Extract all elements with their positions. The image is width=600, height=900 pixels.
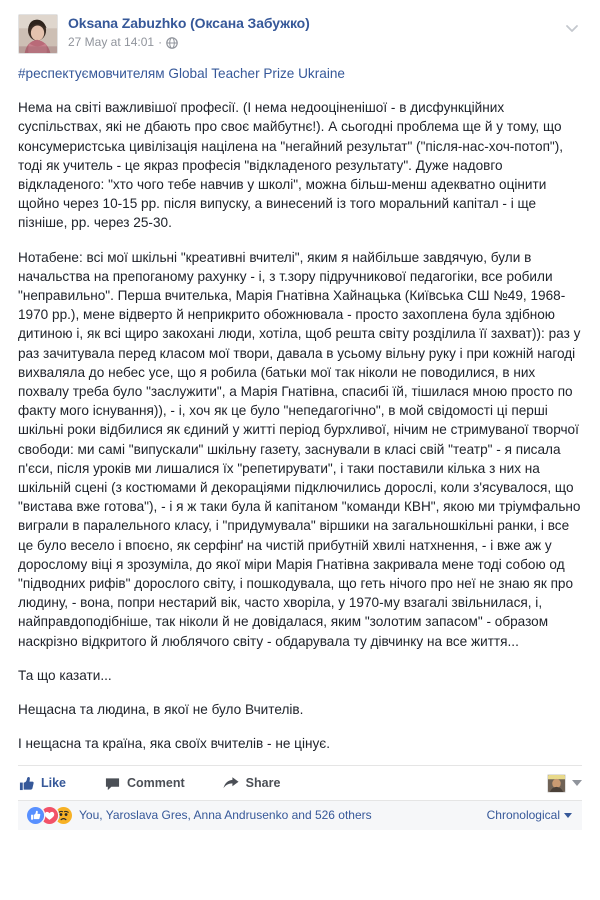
post-author-block — [68, 14, 582, 49]
comment-sort-dropdown[interactable] — [487, 808, 572, 822]
post-tail-line-3: І нещасна та країна, яка своїх вчителів - не цінує. — [18, 736, 330, 752]
post-hashtag-line — [18, 64, 582, 83]
chevron-down-icon[interactable] — [562, 18, 582, 38]
post-closing-lines — [18, 666, 582, 754]
like-button[interactable] — [18, 775, 66, 791]
post-paragraph-2: Нотабене: всі мої шкільні "креативні вчителі", яким я найбільше завдячую, були в начальства на препоганому рахунку - і, з т.зору підручникової педагогіки, все робили "неправильно". Перша вчителька, Марія Гнатівна Хайнацька (Київська СШ №49, 1968-1970 рр.), мене відверто й неприкрито обожнювала - просто захоплена була здібною дитиною і, як всі щиро закохані люди, хотіла, щоб решта світу розділила її захват)): раз у раз зачитувала перед класом мої твори, давала в усьому вільну руку і при кожній нагоді вихваляла до небес усе, що я робила (батьки мої так ніколи не поводилися, в них похвалу треба було "заслужити", а Марія Гнатівна, спасибі їй, тішилася мною просто по факту мого існування)), - і, хоч як це було "непедагогічно", в мой свідомості ці перші шкільні роки відбилися як єдиний у житті період бурхливої, нічим не стримуваної творчої свободи: ми самі "випускали" шкільну газету, заснували в класі свій "театр" - я писала п'єси, після уроків ми лишалися їх "репетирувати", і таки поставили кілька з них на шкільній сцені (з костюмами й декораціями підключились дорослі, коли з'ясувалося, що "вистава вже готова"), - і я ж таки була й капітаном "команди КВН", якою ми тріумфально виграли в паралельного класу, і "придумувала" віршики на загальношкільні ранки, і все це було весело і впоєно, як серфінґ на чистій прибутній хвилі натхнення, - і вже аж у дорослому віці я зрозуміла, до якої міри Марія Гнатівна закривала мене тоді собою од "підводних рифів" дорослого світу, і пошкодувала, що геть нічого про неї не знаю як про людину, - вона, попри нестарий вік, часто хворіла, у 1970-му взагалі звільнилася, і, найправдоподібніше, так ніколи й не довідалася, яким "золотим запасом" - образом наскрізно відкритого й люблячого світу - обдарувала ту дівчинку на все життя... — [18, 249, 581, 649]
post-tail-line-1: Та що казати... — [18, 667, 112, 683]
post-meta — [68, 35, 582, 49]
speech-bubble-icon — [104, 775, 120, 791]
comment-button[interactable] — [104, 775, 185, 791]
author-name[interactable]: Oksana Zabuzhko (Оксана Забужко) — [68, 15, 310, 31]
reaction-summary[interactable]: You, Yaroslava Gres, Anna Andrusenko and 526 others — [79, 808, 372, 822]
arrow-share-icon — [223, 775, 239, 791]
reactions-bar — [18, 800, 582, 830]
post-timestamp[interactable]: 27 May at 14:01 — [68, 35, 155, 49]
post-tail-line-2: Нещасна та людина, в якої не було Вчителів. — [18, 702, 304, 718]
comment-sort-label: Chronological — [486, 808, 560, 822]
globe-icon[interactable] — [166, 37, 178, 49]
post-action-bar — [0, 766, 600, 800]
meta-separator: · — [158, 35, 163, 49]
reaction-icon-group[interactable] — [27, 807, 69, 824]
share-button[interactable] — [223, 775, 281, 791]
like-label: Like — [41, 776, 67, 790]
page-mention-link[interactable]: Global Teacher Prize Ukraine — [168, 66, 345, 81]
thumbs-up-icon — [18, 775, 34, 791]
like-reaction-icon — [27, 807, 44, 824]
post-header — [0, 0, 600, 54]
share-label: Share — [245, 776, 281, 790]
avatar[interactable] — [18, 14, 58, 54]
chevron-down-icon[interactable] — [572, 780, 582, 786]
post-message — [0, 54, 600, 754]
post-paragraph-1: Нема на світі важливішої професії. (І нема недооціненішої - в дисфункційних суспільствах, які не дбають про своє майбутнє!). А сьогодні проблема ще й у тому, що консумеристська цивілізація націлена на "негайний результат" ("після-нас-хоч-потоп"), тоді як учитель - це якраз професія "відкладеного результату". Дуже надовго відкладеного: "хто чого тебе навчив у школі", можна більш-менш адекватно оцінити щойно через 10-15 рр. після випуску, а винесений із того моральний капітал - і ще пізніше, рр. через 25-30. — [18, 100, 564, 231]
chevron-down-icon — [564, 813, 572, 818]
comment-label: Comment — [127, 776, 185, 790]
hashtag-link[interactable]: #респектуємовчителям — [18, 66, 165, 81]
current-user-avatar[interactable] — [547, 774, 566, 793]
comment-as-selector[interactable] — [547, 774, 582, 793]
